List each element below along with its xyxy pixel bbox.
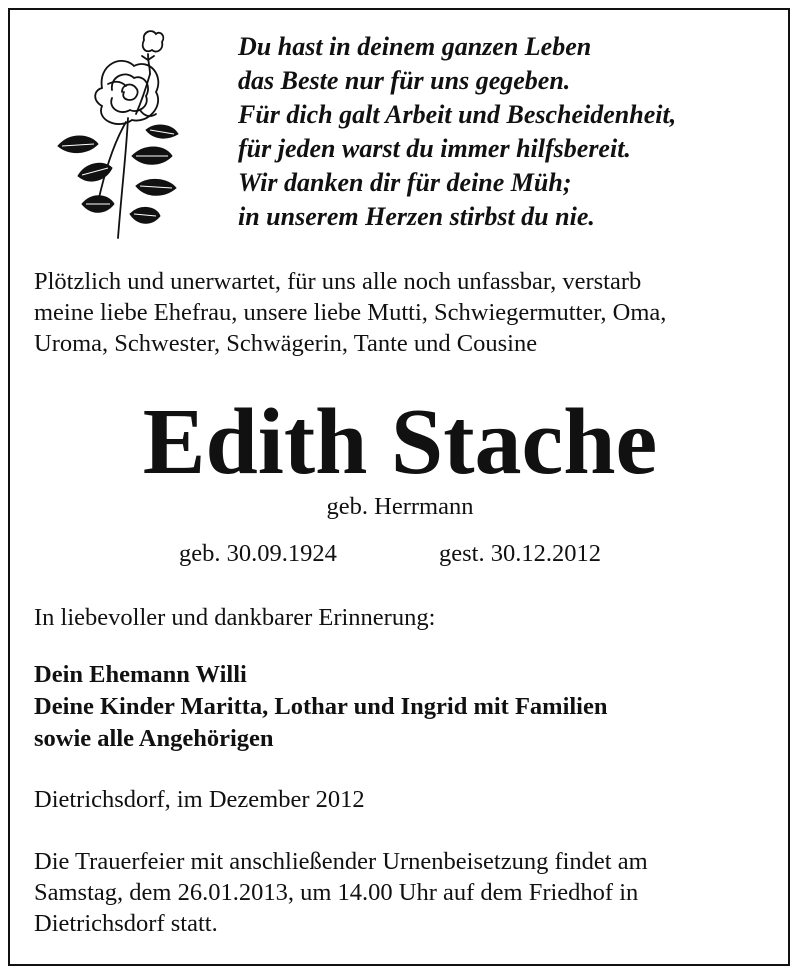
announcement-line: meine liebe Ehefrau, unsere liebe Mutti, Schwiegermutter, Oma, [34, 299, 667, 326]
poem-line: Du hast in deinem ganzen Leben [238, 32, 592, 61]
life-dates [0, 540, 800, 572]
memorial-poem [238, 30, 778, 234]
poem-line: in unserem Herzen stirbst du nie. [238, 202, 595, 231]
mourner-line: Dein Ehemann Willi [34, 661, 247, 688]
funeral-service-notice [34, 846, 774, 939]
mourner-line: Deine Kinder Maritta, Lothar und Ingrid mit Familien [34, 693, 608, 720]
poem-line: für jeden warst du immer hilfsbereit. [238, 134, 631, 163]
death-date: gest. 30.12.2012 [439, 540, 601, 567]
maiden-name: geb. Herrmann [326, 493, 474, 520]
announcement-line: Plötzlich und unerwartet, für uns alle noch unfassbar, verstarb [34, 268, 642, 295]
birth-date: geb. 30.09.1924 [179, 540, 337, 567]
poem-line: Wir danken dir für deine Müh; [238, 168, 572, 197]
mourner-line: sowie alle Angehörigen [34, 725, 274, 752]
poem-line: das Beste nur für uns gegeben. [238, 66, 571, 95]
death-announcement [34, 266, 774, 359]
poem-line: Für dich galt Arbeit und Bescheidenheit, [238, 100, 677, 129]
mourners-list [34, 659, 608, 755]
announcement-line: Uroma, Schwester, Schwägerin, Tante und Cousine [34, 330, 538, 357]
rose-icon [52, 26, 188, 240]
service-line: Samstag, dem 26.01.2013, um 14.00 Uhr auf dem Friedhof in [34, 879, 639, 906]
place-and-date: Dietrichsdorf, im Dezember 2012 [34, 786, 365, 813]
remembrance-line: In liebevoller und dankbarer Erinnerung: [34, 604, 436, 631]
deceased-name: Edith Stache [142, 390, 658, 494]
service-line: Die Trauerfeier mit anschließender Urnenbeisetzung findet am [34, 848, 648, 875]
service-line: Dietrichsdorf statt. [34, 910, 218, 937]
